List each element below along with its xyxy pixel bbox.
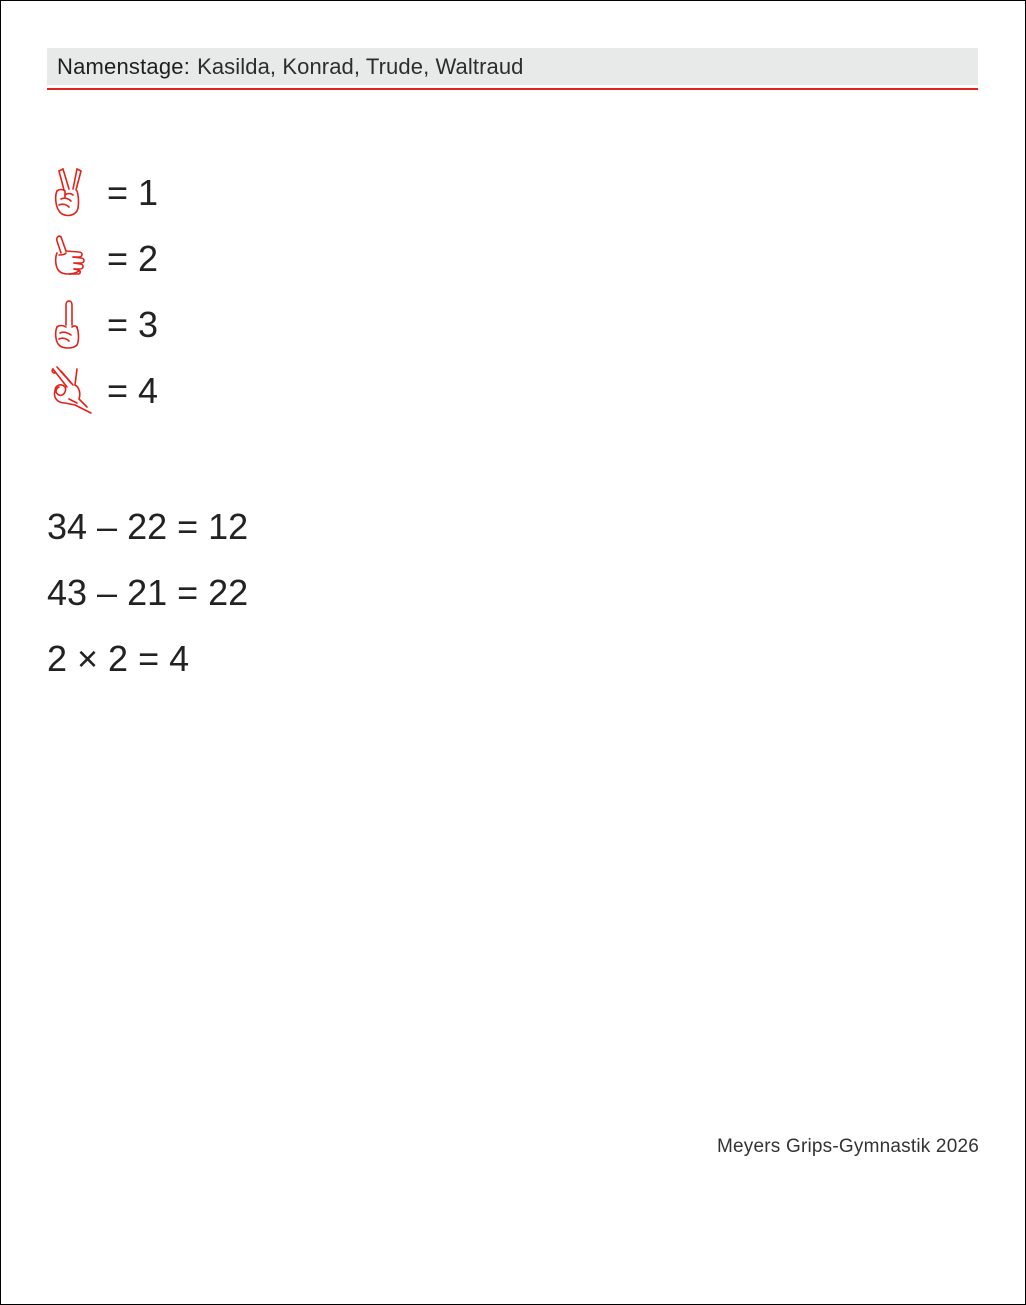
victory-hand-icon	[47, 165, 99, 221]
name-days-header	[47, 48, 978, 85]
legend-row	[47, 358, 158, 424]
legend-value: = 1	[107, 172, 159, 213]
hand-sign-legend	[47, 160, 158, 424]
legend-row	[47, 160, 158, 226]
footer-publication: Meyers Grips-Gymnastik 2026	[717, 1136, 979, 1157]
equations	[47, 502, 248, 700]
legend-value: = 3	[107, 304, 159, 345]
equation: 43 – 21 = 22	[47, 572, 249, 613]
name-days-list: Kasilda, Konrad, Trude, Waltraud	[197, 53, 524, 79]
legend-value: = 2	[107, 238, 159, 279]
equation: 34 – 22 = 12	[47, 506, 249, 547]
legend-row	[47, 292, 158, 358]
equation: 2 × 2 = 4	[47, 638, 190, 679]
legend-value: = 4	[107, 370, 159, 411]
thumbs-up-hand-icon	[47, 231, 99, 287]
legend-row	[47, 226, 158, 292]
index-finger-up-hand-icon	[47, 297, 99, 353]
name-days-label: Namenstage:	[57, 53, 191, 79]
ok-hand-icon	[47, 363, 99, 419]
header-rule	[47, 88, 978, 90]
